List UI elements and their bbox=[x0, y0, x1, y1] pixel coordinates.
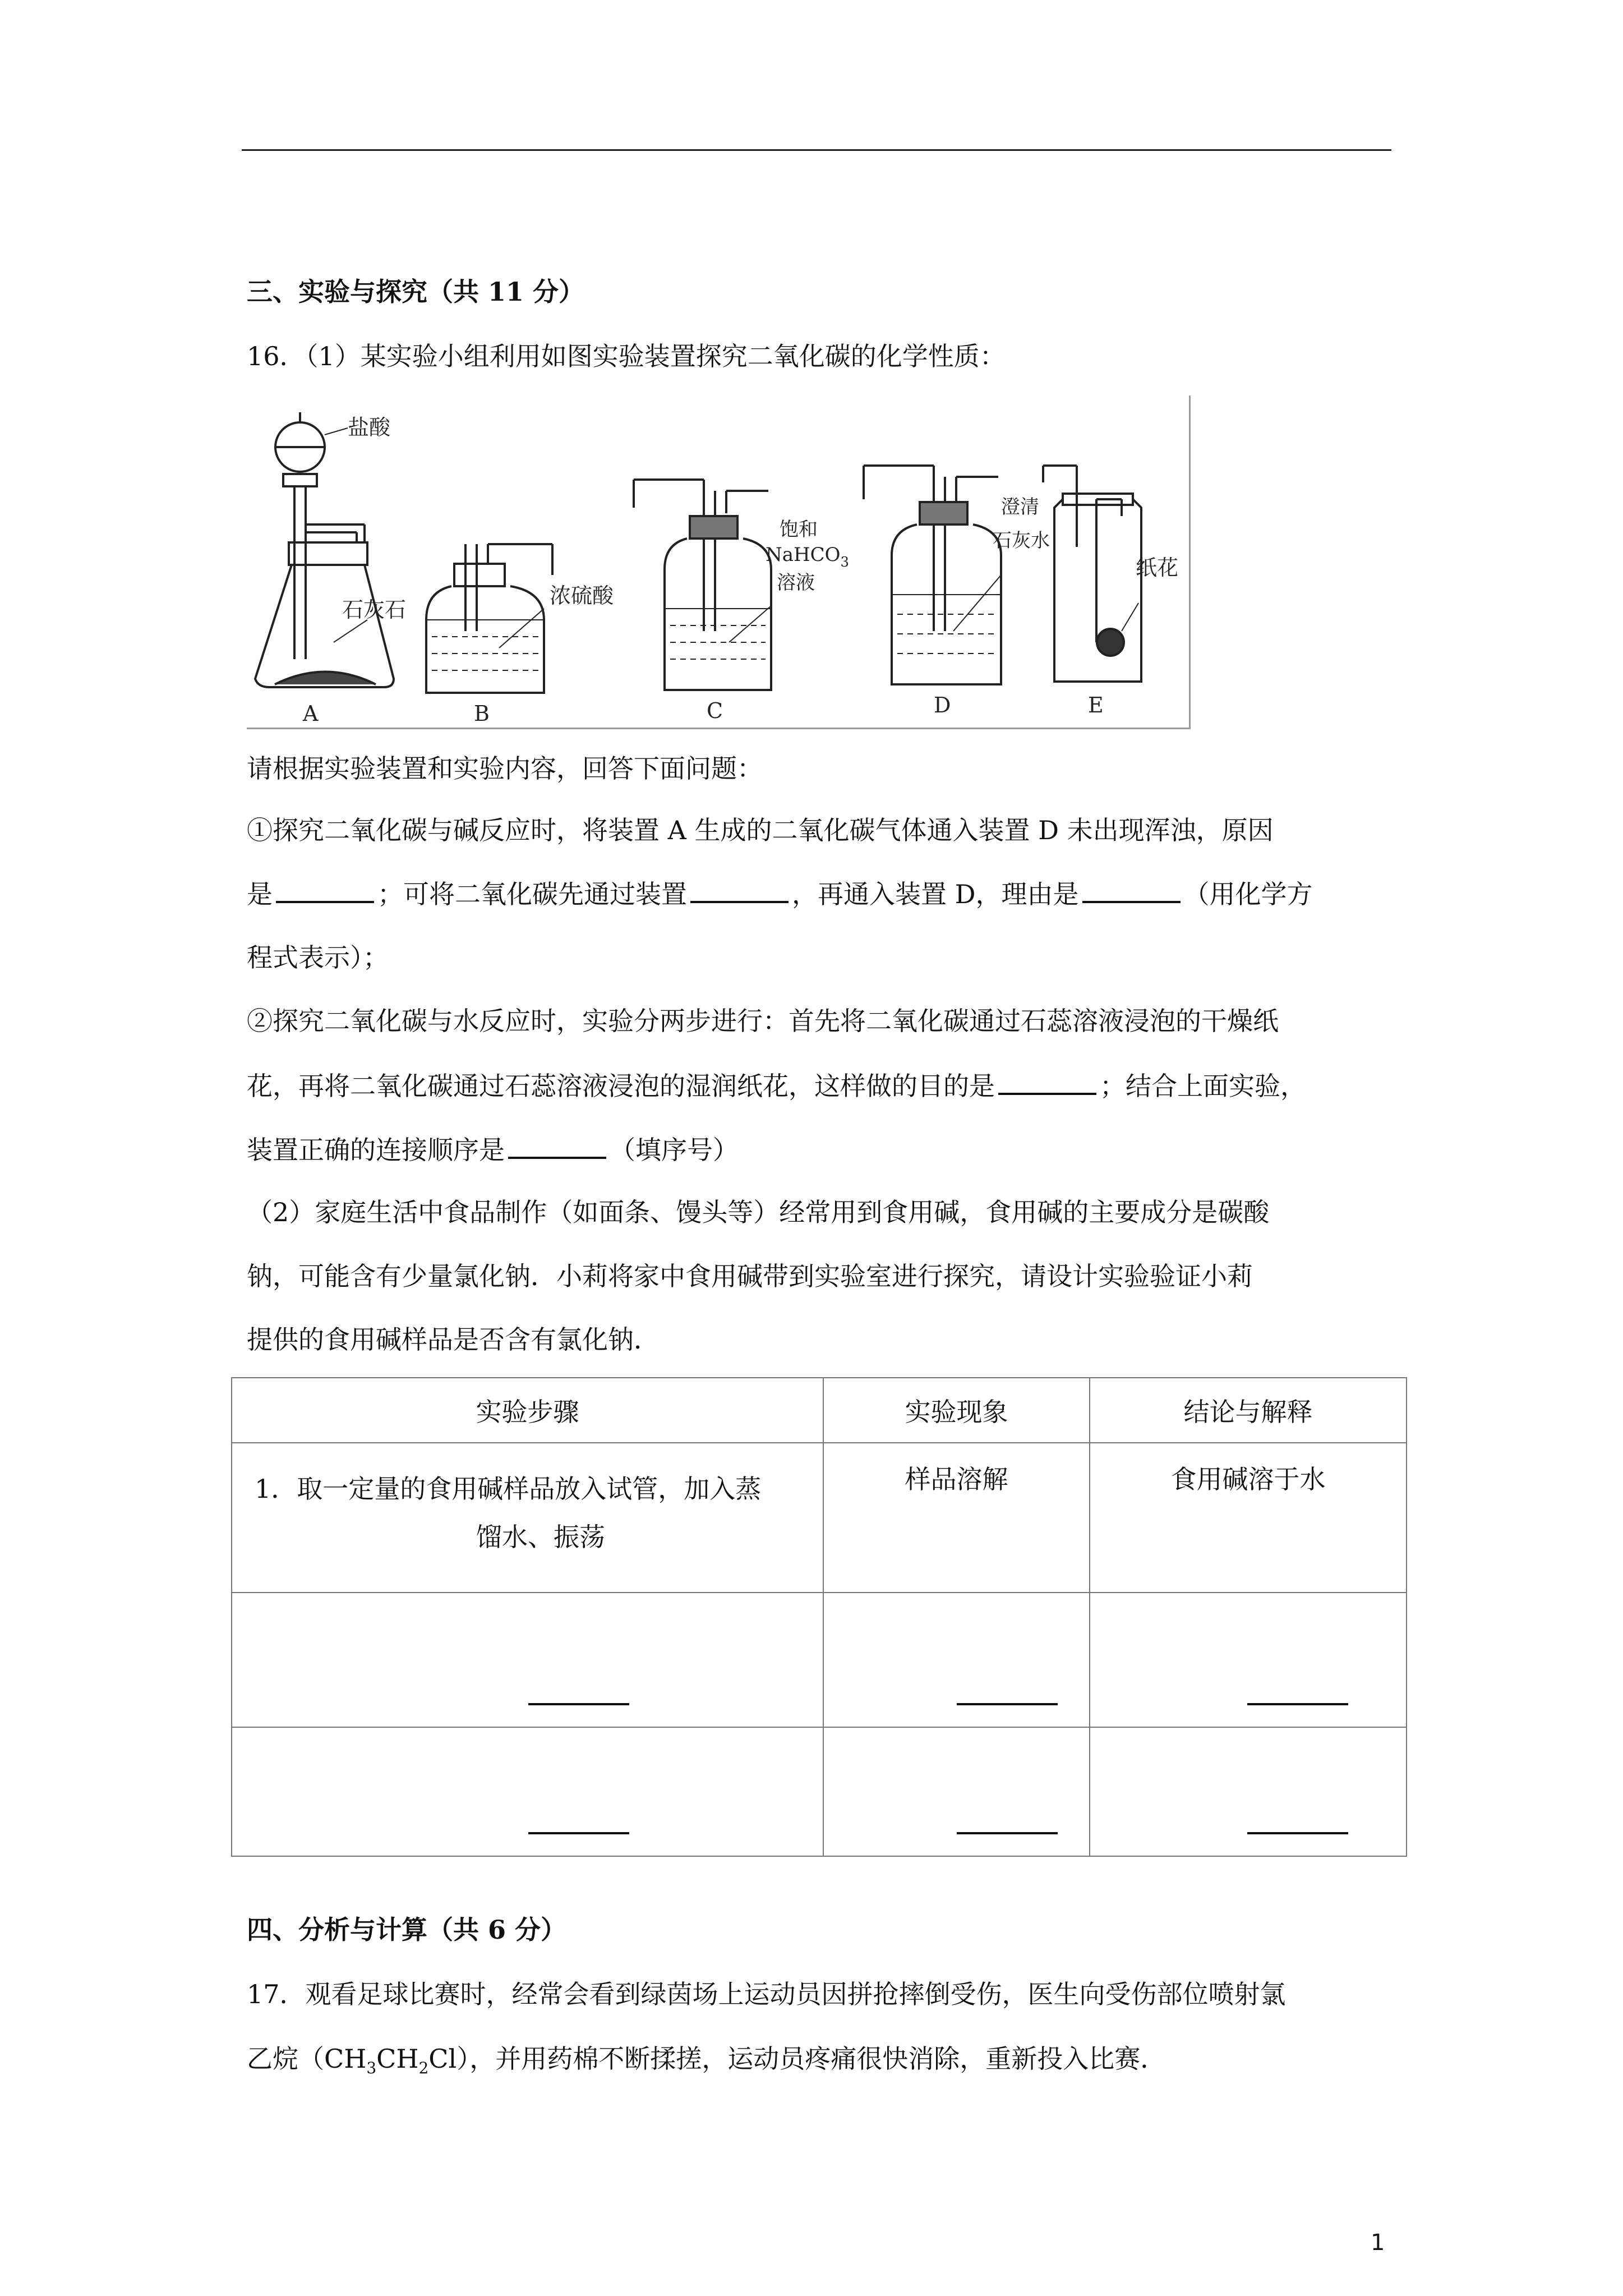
q16-p2-line1: ②探究二氧化碳与水反应时，实验分两步进行：首先将二氧化碳通过石蕊溶液浸泡的干燥纸 bbox=[247, 1006, 1279, 1036]
answer-blank-11[interactable] bbox=[1247, 1832, 1348, 1834]
q16-p2-line2: 花，再将二氧化碳通过石蕊溶液浸泡的湿润纸花，这样做的目的是 ；结合上面实验， bbox=[247, 1068, 1306, 1103]
q16-p1-line3: 程式表示）； bbox=[247, 942, 389, 973]
q16-prompt: 请根据实验装置和实验内容，回答下面问题： bbox=[247, 753, 763, 784]
label-limestone: 石灰石 bbox=[342, 597, 407, 622]
apparatus-figure bbox=[247, 395, 1191, 729]
answer-blank-1[interactable] bbox=[276, 876, 374, 903]
q16-part2-line3: 提供的食用碱样品是否含有氯化钠． bbox=[247, 1324, 660, 1355]
svg-text:NaHCO3 bbox=[766, 544, 849, 570]
answer-blank-7[interactable] bbox=[957, 1703, 1058, 1705]
answer-blank-2[interactable] bbox=[690, 876, 789, 903]
answer-blank-6[interactable] bbox=[528, 1703, 629, 1705]
label-nahco3-sub: 3 bbox=[840, 554, 849, 570]
apparatus-c bbox=[634, 480, 849, 723]
table-row bbox=[232, 1593, 1407, 1727]
row1-conclusion: 食用碱溶于水 bbox=[1090, 1443, 1407, 1593]
answer-blank-5[interactable] bbox=[508, 1132, 606, 1159]
row1-phenomenon: 样品溶解 bbox=[823, 1443, 1090, 1593]
label-solution: 溶液 bbox=[777, 572, 815, 594]
label-saturated: 饱和 bbox=[780, 518, 818, 541]
answer-blank-8[interactable] bbox=[1247, 1703, 1348, 1705]
row2-conclusion[interactable] bbox=[1090, 1593, 1407, 1727]
answer-blank-10[interactable] bbox=[957, 1832, 1058, 1834]
table-row bbox=[232, 1443, 1407, 1593]
row2-step[interactable] bbox=[232, 1593, 823, 1727]
label-nahco3: NaHCO bbox=[766, 544, 841, 566]
table-header-row bbox=[232, 1378, 1407, 1443]
label-d: D bbox=[934, 693, 951, 717]
label-clear: 澄清 bbox=[1001, 496, 1039, 518]
apparatus-d bbox=[864, 466, 1050, 717]
q16-p1-line1: ①探究二氧化碳与碱反应时，将装置 A 生成的二氧化碳气体通入装置 D 未出现浑浊，原因 bbox=[247, 815, 1274, 845]
label-conc-h2so4: 浓硫酸 bbox=[550, 583, 614, 608]
q16-part2-line2: 钠，可能含有少量氯化钠．小莉将家中食用碱带到实验室进行探究，请设计实验验证小莉 bbox=[247, 1261, 1253, 1291]
row3-step[interactable] bbox=[232, 1727, 823, 1856]
q16-p2-line3: 装置正确的连接顺序是 （填序号） bbox=[247, 1132, 739, 1167]
label-c: C bbox=[707, 698, 723, 723]
q17-line1: 17．观看足球比赛时，经常会看到绿茵场上运动员因拼抢摔倒受伤，医生向受伤部位喷射氯 bbox=[247, 1979, 1286, 2009]
answer-blank-4[interactable] bbox=[998, 1068, 1096, 1095]
header-phenomenon: 实验现象 bbox=[823, 1378, 1090, 1443]
q17-line2: 乙烷$(CH_3CH_2Cl)$，并用药棉不断揉搓，运动员疼痛很快消除，重新投入比赛． bbox=[247, 2044, 1166, 2078]
table-row bbox=[232, 1727, 1407, 1856]
label-hcl: 盐酸 bbox=[348, 415, 391, 440]
apparatus-b bbox=[426, 544, 614, 726]
answer-blank-3[interactable] bbox=[1082, 876, 1181, 903]
page-number: 1 bbox=[1371, 2230, 1385, 2256]
header-conclusion: 结论与解释 bbox=[1090, 1378, 1407, 1443]
label-paper-flower: 纸花 bbox=[1136, 555, 1179, 580]
row2-phenomenon[interactable] bbox=[823, 1593, 1090, 1727]
apparatus-a bbox=[255, 412, 406, 726]
label-a: A bbox=[303, 701, 319, 726]
label-e: E bbox=[1088, 693, 1104, 717]
row1-step: 1．取一定量的食用碱样品放入试管，加入蒸 馏水、振荡 bbox=[232, 1443, 823, 1593]
q16-intro: 16．（1）某实验小组利用如图实验装置探究二氧化碳的化学性质： bbox=[247, 341, 1006, 371]
label-limewater: 石灰水 bbox=[993, 530, 1050, 552]
label-b: B bbox=[474, 701, 490, 726]
header-steps: 实验步骤 bbox=[232, 1378, 823, 1443]
q16-p1-line2: 是 ；可将二氧化碳先通过装置 ，再通入装置 D，理由是 （用化学方 bbox=[247, 876, 1313, 911]
row3-conclusion[interactable] bbox=[1090, 1727, 1407, 1856]
section4-title: 四、分析与计算（共 6 分） bbox=[247, 1915, 567, 1945]
q16-part2-line1: （2）家庭生活中食品制作（如面条、馒头等）经常用到食用碱，食用碱的主要成分是碳酸 bbox=[247, 1197, 1270, 1227]
section3-title: 三、实验与探究（共 11 分） bbox=[247, 277, 585, 307]
experiment-table bbox=[231, 1377, 1407, 1857]
header-rule bbox=[242, 149, 1391, 151]
row3-phenomenon[interactable] bbox=[823, 1727, 1090, 1856]
answer-blank-9[interactable] bbox=[528, 1832, 629, 1834]
apparatus-e bbox=[1043, 466, 1178, 717]
